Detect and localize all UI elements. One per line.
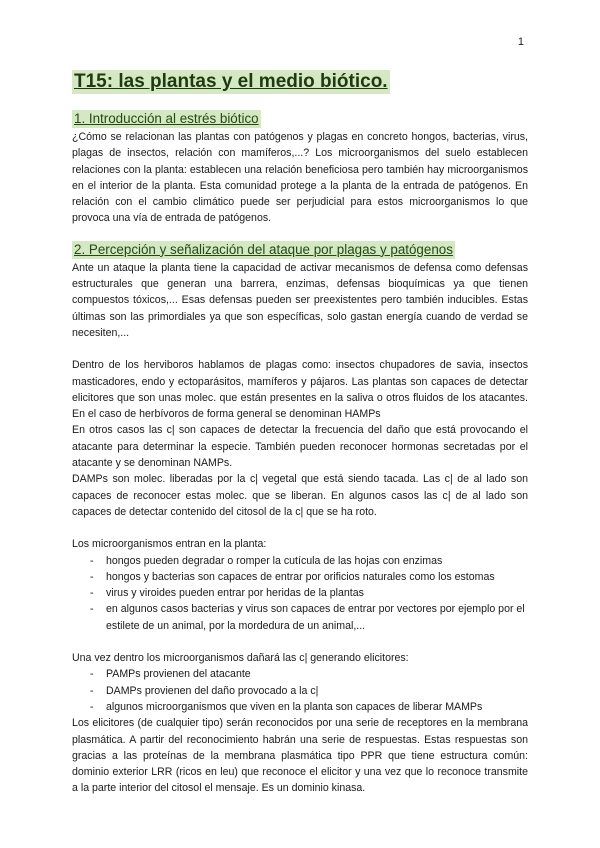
page-title: T15: las plantas y el medio biótico. — [74, 71, 388, 92]
paragraph: Dentro de los herviboros hablamos de plagas como: insectos chupadores de savia, insectos masticadores, endo y ectoparásitos, mamíferos y pájaros. Las plantas son capaces de detectar elicitores que son unas molec. que están presentes en la saliva o otros fluidos de los atacantes. En el caso de herbívoros de forma general se denominan HAMPs — [72, 359, 528, 421]
elicitor-list — [72, 666, 528, 715]
list-item: - hongos pueden degradar o romper la cutícula de las hojas con enzimas — [90, 553, 528, 569]
document-body — [72, 70, 528, 797]
list-item: - virus y viroides pueden entrar por heridas de la plantas — [90, 585, 528, 601]
paragraph: DAMPs son molec. liberadas por la c| vegetal que está siendo tacada. Las c| de al lado son capaces de reconocer estas molec. que se liberan. En algunos casos las c| de al lado son capaces de detectar contenido del citosol de la c| que se ha roto. — [72, 473, 528, 518]
section-heading-perception: 2. Percepción y señalización del ataque por plagas y patógenos — [74, 241, 453, 257]
list-item: - PAMPs provienen del atacante — [90, 666, 528, 682]
list-item: - hongos y bacterias son capaces de entrar por orificios naturales como los estomas — [90, 569, 528, 585]
section-heading-introduction: 1. Introducción al estrés biótico — [74, 111, 259, 126]
page-number: 1 — [517, 36, 524, 48]
paragraph: Los elicitores (de cualquier tipo) serán reconocidos por una serie de receptores en la membrana plasmática. A partir del reconocimiento habrán una serie de respuestas. Estas respuestas son gracias a las proteínas de la membrana plasmática tipo PPR que tiene estructura común: dominio exterior LRR (ricos en leu) que reconoce el elicitor y una vez que lo reconoce transmite a la parte interior del citosol el mensaje. Es un dominio kinasa. — [72, 717, 528, 795]
list-item: - algunos microorganismos que viven en la planta son capaces de liberar MAMPs — [90, 699, 528, 715]
paragraph: Los microorganismos entran en la planta: — [72, 538, 267, 551]
list-item: - DAMPs provienen del daño provocado a la c| — [90, 683, 528, 699]
microorganism-entry-list — [72, 553, 528, 634]
paragraph: ¿Cómo se relacionan las plantas con patógenos y plagas en concreto hongos, bacterias, virus, plagas de insectos, relación con mamíferos,...? Los microorganismos del suelo establecen relaciones con la planta: establecen una relación beneficiosa pero también hay microorganismos en el interior de la planta. Esta comunidad protege a la planta de la entrada de patógenos. En relación con el cambio climático puede ser perjudicial para estos microorganismos lo que provoca una vía de entrada de patógenos. — [72, 131, 528, 225]
section-introduction — [72, 104, 528, 227]
paragraph: Una vez dentro los microorganismos dañará las c| generando elicitores: — [72, 652, 409, 665]
paragraph: En otros casos las c| son capaces de detectar la frecuencia del daño que está provocando el atacante para determinar la especie. También pueden reconocer hormonas secretadas por el atacante y se denominan NAMPs. — [72, 424, 528, 470]
section-perception — [72, 227, 528, 797]
paragraph: Ante un ataque la planta tiene la capacidad de activar mecanismos de defensa como defensas estructurales que generan una barrera, enzimas, defensas bioquímicas ya que tienen compuestos tóxicos,... Esas defensas pueden ser preexistentes pero también inducibles. Estas últimas son las primordiales ya que son específicas, solo gastan energía cuando de verdad se necesiten,... — [72, 261, 528, 339]
list-item: - en algunos casos bacterias y virus son capaces de entrar por vectores por ejemplo por el estilete de un animal, por la mordedura de un animal,... — [90, 601, 528, 634]
